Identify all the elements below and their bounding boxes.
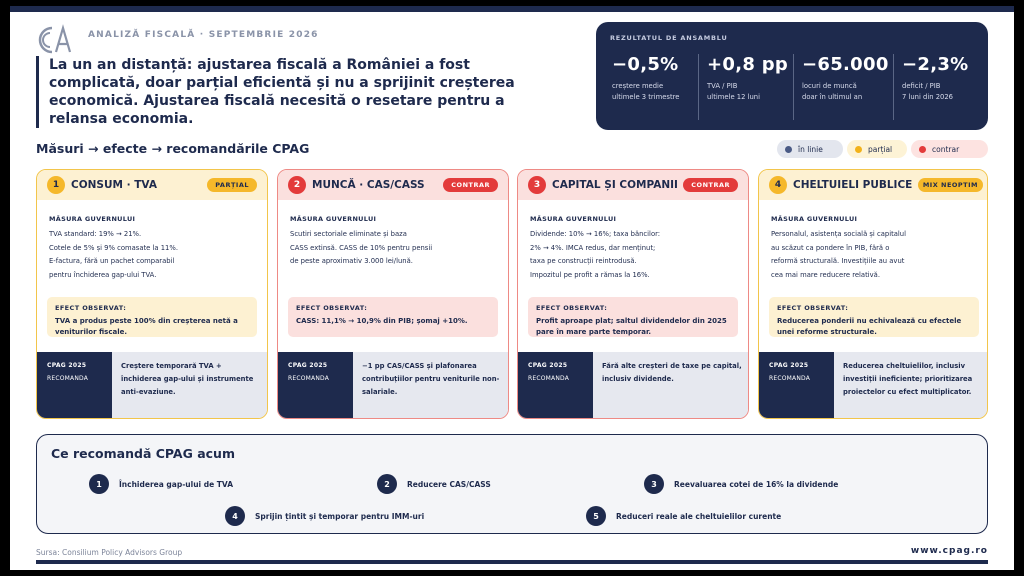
card-title: CAPITAL ȘI COMPANII [552, 179, 678, 191]
card-number: 4 [769, 176, 787, 194]
recommendations-title: Ce recomandă CPAG acum [51, 446, 235, 461]
item-number: 4 [225, 506, 245, 526]
item-text: Reevaluarea cotei de 16% la dividende [674, 479, 839, 489]
item-number: 5 [586, 506, 606, 526]
recommendation-item [225, 506, 424, 526]
effect-box [288, 297, 498, 337]
item-text: Sprijin țintit și temporar pentru IMM-uri [255, 511, 425, 521]
measure-label: MĂSURA GUVERNULUI [49, 215, 136, 223]
stat-label: deficit / PIB 7 luni din 2026 [902, 82, 954, 101]
legend-label: în linie [798, 144, 823, 154]
effect-label: EFECT OBSERVAT: [55, 304, 127, 312]
recommendation-item [644, 474, 838, 494]
recommendation-item [89, 474, 233, 494]
measure-label: MĂSURA GUVERNULUI [530, 215, 617, 223]
measure-text: Scutiri sectoriale eliminate și baza CASS extinsă. CASS de 10% pentru pensii de peste aproximativ 3.000 lei/lună. [290, 230, 433, 265]
status-badge: CONTRAR [443, 178, 498, 192]
headline: La un an distanță: ajustarea fiscală a României a fost complicată, doar parțial eficientă și nu a sprijinit creșterea economică. Ajustarea fiscală necesită o resetare pentru a relansa economia. [36, 56, 536, 128]
card-number: 3 [528, 176, 546, 194]
recommendation-text: Reducerea cheltuielilor, inclusiv investiții ineficiente; prioritizarea proiectelor cu efect multiplicator. [843, 362, 973, 396]
measure-text: Personalul, asistența socială și capitalul au scăzut ca pondere în PIB, fără o reformă structurală. Investițiile au avut cea mai mare reducere relativă. [771, 230, 907, 279]
effect-label: EFECT OBSERVAT: [536, 304, 608, 312]
results-title: REZULTATUL DE ANSAMBLU [610, 34, 728, 42]
status-badge: PARȚIAL [207, 178, 257, 192]
kicker: ANALIZĂ FISCALĂ · SEPTEMBRIE 2026 [88, 30, 319, 40]
legend-label: contrar [932, 144, 960, 154]
card-consum-tva [36, 169, 268, 419]
card-header [759, 170, 987, 200]
item-text: Reduceri reale ale cheltuielilor curente [616, 511, 782, 521]
stat-vat [698, 54, 793, 120]
source-note: Sursa: Consilium Policy Advisors Group [36, 548, 183, 557]
recommendation-box [278, 352, 508, 419]
results-panel [596, 22, 988, 130]
bottom-bar [36, 560, 988, 564]
recommendation-item [377, 474, 491, 494]
status-badge: MIX NEOPTIM [918, 178, 983, 192]
legend-dot-icon [855, 146, 862, 153]
stat-value: −2,3% [902, 54, 969, 75]
card-header [37, 170, 267, 200]
card-title: MUNCĂ · CAS/CASS [312, 179, 425, 191]
status-badge: CONTRAR [683, 178, 738, 192]
recommendations-now-box [36, 434, 988, 534]
item-text: Închiderea gap-ului de TVA [119, 479, 234, 489]
recommendation-tag: CPAG 2025 RECOMANDA [518, 352, 593, 419]
recommendation-box [37, 352, 267, 419]
effect-box [47, 297, 257, 337]
stat-value: −65.000 [802, 54, 889, 75]
measure-text: TVA standard: 19% → 21%. Cotele de 5% și 9% comasate la 11%. E-factura, fără un pachet comparabil pentru închiderea gap-ului TVA. [49, 230, 178, 279]
stat-jobs [793, 54, 893, 120]
card-capital-companii [517, 169, 749, 419]
recommendation-text: −1 pp CAS/CASS și plafonarea contribuțiilor pentru veniturile non-salariale. [362, 362, 500, 396]
website-link[interactable]: www.cpag.ro [910, 546, 988, 556]
legend-dot-icon [919, 146, 926, 153]
effect-label: EFECT OBSERVAT: [777, 304, 849, 312]
effect-text: CASS: 11,1% → 10,9% din PIB; șomaj +10%. [296, 317, 468, 325]
stat-growth [604, 54, 698, 120]
legend-label: parțial [868, 144, 893, 154]
recommendation-text: Fără alte creșteri de taxe pe capital, inclusiv dividende. [602, 362, 742, 383]
item-number: 1 [89, 474, 109, 494]
item-text: Reducere CAS/CASS [407, 479, 491, 489]
effect-box [528, 297, 738, 337]
measure-label: MĂSURA GUVERNULUI [290, 215, 377, 223]
measure-text: Dividende: 10% → 16%; taxa băncilor: 2% → 4%. IMCA redus, dar menținut; taxa pe construcții reintrodusă. Impozitul pe profit a rămas la 16%. [530, 230, 661, 279]
stat-label: creștere medie ultimele 3 trimestre [612, 82, 680, 101]
item-number: 3 [644, 474, 664, 494]
stat-deficit [893, 54, 983, 120]
infographic-page [10, 6, 1014, 570]
stat-label: TVA / PIB ultimele 12 luni [707, 82, 760, 101]
card-number: 1 [47, 176, 65, 194]
effect-box [769, 297, 979, 337]
card-number: 2 [288, 176, 306, 194]
effect-text: Reducerea ponderii nu echivalează cu efectele unei reforme structurale. [777, 317, 962, 336]
recommendation-box [759, 352, 987, 419]
stat-value: +0,8 pp [707, 54, 789, 75]
card-title: CONSUM · TVA [71, 179, 157, 191]
effect-label: EFECT OBSERVAT: [296, 304, 368, 312]
recommendation-box [518, 352, 748, 419]
recommendation-tag: CPAG 2025 RECOMANDA [37, 352, 112, 419]
item-number: 2 [377, 474, 397, 494]
recommendation-tag: CPAG 2025 RECOMANDA [759, 352, 834, 419]
stat-value: −0,5% [612, 54, 679, 75]
recommendation-item [586, 506, 781, 526]
legend-in-line [777, 140, 843, 158]
card-header [278, 170, 508, 200]
legend-partial [847, 140, 907, 158]
recommendation-tag: CPAG 2025 RECOMANDA [278, 352, 353, 419]
measure-label: MĂSURA GUVERNULUI [771, 215, 858, 223]
card-header [518, 170, 748, 200]
card-cheltuieli-publice [758, 169, 988, 419]
card-title: CHELTUIELI PUBLICE [793, 179, 913, 191]
legend-contrar [911, 140, 988, 158]
stat-label: locuri de muncă doar în ultimul an [802, 82, 863, 101]
recommendation-text: Creștere temporară TVA + închiderea gap-ului și instrumente anti-evaziune. [121, 362, 254, 396]
card-munca-cas [277, 169, 509, 419]
legend-dot-icon [785, 146, 792, 153]
effect-text: TVA a produs peste 100% din creșterea netă a veniturilor fiscale. [55, 317, 238, 336]
section-subhead: Măsuri → efecte → recomandările CPAG [36, 141, 310, 156]
top-bar [10, 6, 1014, 12]
cpag-logo [36, 24, 76, 56]
effect-text: Profit aproape plat; saltul dividendelor din 2025 pare în mare parte temporar. [536, 317, 727, 336]
